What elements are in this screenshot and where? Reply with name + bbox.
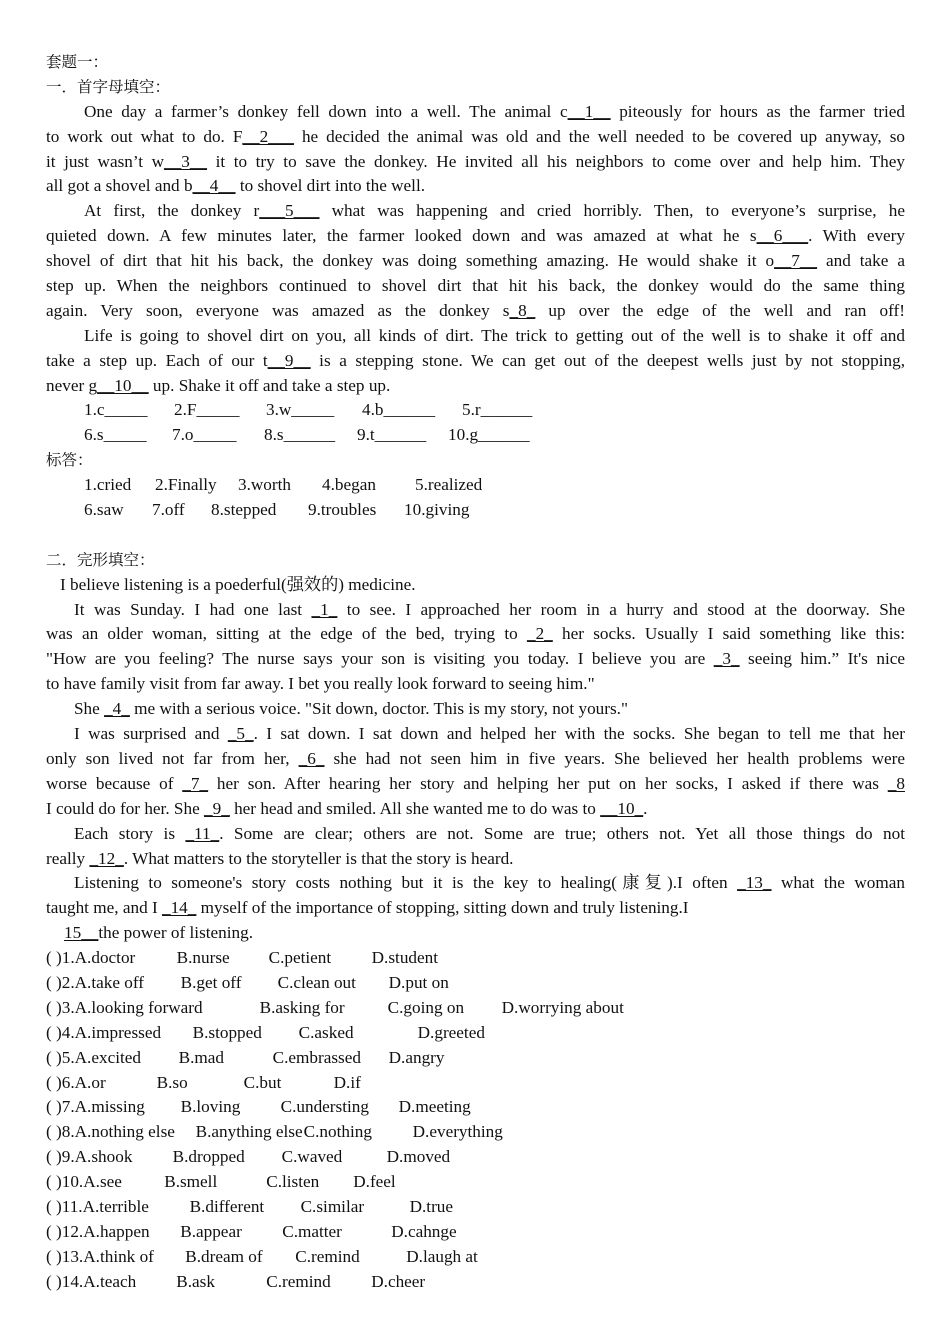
question-row (46, 971, 905, 996)
passage-text: up. Shake it off and take a step up. (148, 375, 391, 395)
answer-blank: _14_ (161, 898, 197, 918)
question-row (46, 1270, 905, 1295)
passage-text: . (643, 798, 648, 818)
answer-item: 2.Finally (155, 475, 217, 495)
answer-blank: 15__ (64, 923, 99, 943)
question-option[interactable]: D.cahnge (391, 1221, 457, 1241)
passage-line (46, 797, 905, 822)
passage-text: At first, the donkey r (84, 201, 260, 221)
passage-text: up over the edge of the well and ran off! (535, 300, 905, 320)
passage-text: taught me, and I (46, 898, 162, 918)
passage-text: piteously for hours as the farmer tried (610, 101, 905, 121)
answer-blank: __10_ (600, 798, 644, 818)
passage-text: all got a shovel and b (46, 176, 193, 196)
answer-blank: _12_ (89, 848, 124, 868)
answer-blank: _7_ (182, 773, 209, 793)
section2-intro: I believe listening is a poederful(强效的) medicine. (60, 574, 416, 594)
passage-text: She (74, 699, 105, 719)
passage-text: again. Very soon, everyone was amazed as the donkey s (46, 300, 510, 320)
passage-line (46, 224, 905, 249)
document-title: 套题一： (46, 53, 109, 71)
question-option[interactable]: B.smell (164, 1172, 218, 1192)
question-option[interactable]: A.missing (74, 1097, 145, 1117)
passage-text: to see. I approached her room in a hurry and stood at the doorway. She (337, 599, 905, 619)
question-number[interactable]: ( )4. (46, 1022, 75, 1042)
passage-text: to shovel dirt into the well. (235, 176, 426, 196)
question-option[interactable]: B.so (156, 1072, 188, 1092)
passage-text: really (46, 848, 90, 868)
question-option[interactable]: B.mad (178, 1047, 224, 1067)
question-option[interactable]: D.cheer (371, 1271, 426, 1291)
question-row (46, 1195, 905, 1220)
passage-text: it just wasn’t w (46, 151, 165, 171)
question-option[interactable]: A.nothing else (74, 1122, 175, 1142)
passage-text: Listening to someone's story costs nothing but it is the key to healing(康复).I often (74, 873, 738, 893)
question-number[interactable]: ( )1. (46, 948, 75, 968)
question-row (46, 1095, 905, 1120)
passage-line (46, 199, 905, 224)
passage-text: quieted down. A few minutes later, the farmer looked down and was amazed at what he s (46, 226, 757, 246)
question-list (46, 946, 905, 1294)
question-option[interactable]: A.impressed (74, 1022, 162, 1042)
passage-line (46, 174, 905, 199)
question-number[interactable]: ( )14. (46, 1271, 84, 1291)
answer-blank: _13_ (737, 873, 772, 893)
answer-item: 1.cried (84, 475, 132, 495)
question-option[interactable]: A.terrible (82, 1196, 149, 1216)
answer-item: 9.troubles (308, 500, 377, 520)
passage-line (46, 349, 905, 374)
passage-line (46, 697, 905, 722)
question-row (46, 996, 905, 1021)
question-option[interactable]: C.understing (280, 1097, 369, 1117)
question-option[interactable]: A.excited (74, 1047, 141, 1067)
question-option[interactable]: A.shook (74, 1147, 133, 1167)
question-number[interactable]: ( )13. (46, 1246, 84, 1266)
answer-item: 3.worth (238, 475, 291, 495)
question-option[interactable]: B.asking for (259, 997, 345, 1017)
passage-line (46, 921, 905, 946)
question-option[interactable]: C.but (243, 1072, 282, 1092)
passage-text: what was happening and cried horribly. Then, to everyone’s surprise, he (319, 201, 905, 221)
passage-text: I could do for her. She (46, 798, 204, 818)
section2-passage (46, 598, 905, 946)
question-number[interactable]: ( )10. (46, 1172, 84, 1192)
answer-blank: __10__ (97, 375, 149, 395)
passage-text: to have family visit from far away. I bet you really look forward to seeing him." (46, 674, 595, 694)
passage-line (46, 822, 905, 847)
question-option[interactable]: D.if (333, 1072, 361, 1092)
answer-blank: _1_ (311, 599, 338, 619)
question-option[interactable]: D.put on (388, 972, 449, 992)
passage-text: to work out what to do. F (46, 126, 243, 146)
answer-blank: _8_ (509, 300, 536, 320)
section2-heading: 二．完形填空： (46, 550, 155, 569)
question-option[interactable]: B.get off (180, 972, 242, 992)
blank-item: 8.s______ (264, 425, 336, 445)
question-option[interactable]: A.looking forward (74, 997, 203, 1017)
passage-text: he decided the animal was old and the well needed to be covered up anyway, so (293, 126, 905, 146)
blank-item: 10.g______ (448, 425, 530, 445)
answer-heading: 标答： (46, 451, 93, 470)
passage-text: take a step up. Each of our t (46, 350, 268, 370)
passage-line (46, 598, 905, 623)
answer-blank: _5_ (227, 724, 254, 744)
answer-blank: __7__ (774, 251, 818, 271)
passage-text: her socks. Usually I said something like this: (552, 624, 905, 644)
passage-line (46, 672, 905, 697)
passage-text: me with a serious voice. "Sit down, doctor. This is my story, not yours." (129, 699, 628, 719)
blank-row-2 (46, 423, 905, 448)
passage-text: step up. When the neighbors continued to shovel dirt that hit his back, the donkey would do the same thing (46, 276, 905, 296)
question-number[interactable]: ( )6. (46, 1072, 75, 1092)
question-row (46, 1071, 905, 1096)
blank-item: 9.t______ (357, 425, 427, 445)
passage-text: . Some are clear; others are not. Some are true; others not. Yet all those things do not (219, 823, 905, 843)
question-option[interactable]: B.loving (180, 1097, 241, 1117)
question-option[interactable]: C.asked (298, 1022, 354, 1042)
passage-line (46, 150, 905, 175)
passage-line (46, 125, 905, 150)
answer-blank: __4__ (192, 176, 236, 196)
question-option[interactable]: A.think of (83, 1246, 154, 1266)
question-number[interactable]: ( )5. (46, 1047, 75, 1067)
question-option[interactable]: C.similar (300, 1196, 365, 1216)
question-option[interactable]: D.angry (388, 1047, 445, 1067)
answer-blank: _11_ (185, 823, 220, 843)
question-option[interactable]: C.petient (268, 948, 332, 968)
passage-text: myself of the importance of stopping, sitting down and truly listening.I (196, 898, 689, 918)
question-option[interactable]: C.going on (387, 997, 465, 1017)
passage-text: . With every (808, 226, 905, 246)
question-number[interactable]: ( )7. (46, 1097, 75, 1117)
passage-line (46, 374, 905, 399)
question-number[interactable]: ( )12. (46, 1221, 84, 1241)
passage-text: "How are you feeling? The nurse says your son is visiting you today. I believe you are (46, 649, 714, 669)
question-option[interactable]: C.nothing (303, 1122, 372, 1142)
section1-passage (46, 100, 905, 399)
passage-text: worse because of (46, 773, 183, 793)
question-row (46, 1220, 905, 1245)
passage-line (46, 647, 905, 672)
blank-item: 1.c_____ (84, 400, 148, 420)
question-option[interactable]: A.teach (83, 1271, 137, 1291)
question-option[interactable]: D.true (409, 1196, 454, 1216)
answer-item: 5.realized (415, 475, 483, 495)
answer-item: 10.giving (404, 500, 470, 520)
blank-item: 3.w_____ (266, 400, 335, 420)
blank-item: 4.b______ (362, 400, 436, 420)
question-option[interactable]: D.feel (353, 1172, 396, 1192)
answer-item: 7.off (152, 500, 185, 520)
question-row (46, 1245, 905, 1270)
answer-item: 8.stepped (211, 500, 277, 520)
answer-blank: __2___ (242, 126, 294, 146)
passage-line (46, 324, 905, 349)
blank-item: 6.s_____ (84, 425, 147, 445)
passage-line (46, 274, 905, 299)
passage-text: the power of listening. (98, 923, 254, 943)
question-number[interactable]: ( )8. (46, 1122, 75, 1142)
question-option[interactable]: A.or (74, 1072, 106, 1092)
question-option[interactable]: C.listen (266, 1172, 320, 1192)
blank-item: 5.r______ (462, 400, 533, 420)
passage-text: is a stepping stone. We can get out of the deepest wells just by not stopping, (310, 350, 905, 370)
question-option[interactable]: A.happen (83, 1221, 150, 1241)
question-number[interactable]: ( )9. (46, 1147, 75, 1167)
answer-item: 4.began (322, 475, 376, 495)
question-option[interactable]: A.see (83, 1172, 122, 1192)
passage-text: It was Sunday. I had one last (74, 599, 312, 619)
question-option[interactable]: C.waved (281, 1147, 343, 1167)
passage-line (46, 100, 905, 125)
passage-text: One day a farmer’s donkey fell down into a well. The animal c (84, 101, 568, 121)
answer-item: 6.saw (84, 500, 124, 520)
blank-item: 7.o_____ (172, 425, 237, 445)
question-row (46, 1170, 905, 1195)
question-row (46, 1145, 905, 1170)
answer-blank: _2_ (526, 624, 553, 644)
answer-blank: __6___ (756, 226, 809, 246)
answer-row-2 (46, 498, 905, 523)
passage-text: . What matters to the storyteller is that the story is heard. (123, 848, 514, 868)
question-option[interactable]: B.appear (180, 1221, 242, 1241)
question-option[interactable]: B.dropped (172, 1147, 245, 1167)
blank-row-1 (46, 398, 905, 423)
document-page (46, 50, 905, 1295)
question-option[interactable]: B.anything else (195, 1122, 303, 1142)
answer-blank: _3_ (713, 649, 740, 669)
answer-blank: ___5___ (259, 201, 320, 221)
question-option[interactable]: B.ask (176, 1271, 215, 1291)
question-option[interactable]: D.meeting (398, 1097, 471, 1117)
passage-text: . I sat down. I sat down and helped her with the socks. She began to tell me that her (253, 724, 905, 744)
passage-text: her son. After hearing her story and helping her put on her socks, I asked if there was (208, 773, 888, 793)
question-option[interactable]: B.different (189, 1196, 265, 1216)
question-row (46, 1120, 905, 1145)
question-option[interactable]: B.nurse (176, 948, 230, 968)
question-option[interactable]: D.moved (386, 1147, 451, 1167)
passage-text: it to try to save the donkey. He invited all his neighbors to come over and help him. They (207, 151, 905, 171)
question-row (46, 1046, 905, 1071)
passage-line (46, 249, 905, 274)
passage-text: what the woman (771, 873, 905, 893)
answer-blank: _8 (887, 773, 905, 793)
question-option[interactable]: B.dream of (185, 1246, 263, 1266)
passage-text: Life is going to shovel dirt on you, all kinds of dirt. The trick to getting out of the well is to shake it off and (84, 325, 905, 345)
passage-line (46, 747, 905, 772)
question-option[interactable]: A.take off (74, 972, 145, 992)
question-number[interactable]: ( )3. (46, 997, 75, 1017)
answer-blank: __1__ (567, 101, 611, 121)
question-option[interactable]: D.laugh at (406, 1246, 478, 1266)
passage-text: I was surprised and (74, 724, 228, 744)
question-option[interactable]: C.clean out (277, 972, 356, 992)
question-option[interactable]: A.doctor (74, 948, 136, 968)
question-number[interactable]: ( )2. (46, 972, 75, 992)
passage-text: shovel of dirt that hit his back, the donkey was doing something amazing. He would shake it o (46, 251, 775, 271)
answer-blank: __3__ (164, 151, 207, 171)
question-option[interactable]: D.student (371, 948, 438, 968)
section1-heading: 一．首字母填空： (46, 77, 171, 96)
answer-row-1 (46, 473, 905, 498)
answer-blank: _6_ (298, 748, 325, 768)
question-option[interactable]: D.worrying about (501, 997, 624, 1017)
question-option[interactable]: C.remind (266, 1271, 331, 1291)
question-row (46, 946, 905, 971)
question-option[interactable]: C.remind (295, 1246, 360, 1266)
answer-blank: _4_ (104, 699, 130, 719)
passage-line (46, 871, 905, 896)
passage-line (46, 847, 905, 872)
passage-text: never g (46, 375, 98, 395)
passage-line (46, 896, 905, 921)
question-option[interactable]: C.matter (282, 1221, 342, 1241)
passage-text: her head and smiled. All she wanted me to do was to (229, 798, 601, 818)
blank-item: 2.F_____ (174, 400, 240, 420)
question-option[interactable]: D.greeted (417, 1022, 485, 1042)
question-row (46, 1021, 905, 1046)
question-option[interactable]: D.everything (412, 1122, 503, 1142)
question-number[interactable]: ( )11. (46, 1196, 83, 1216)
answer-blank: __9__ (267, 350, 311, 370)
passage-line (46, 622, 905, 647)
passage-text: she had not seen him in five years. She believed her health problems were (324, 748, 905, 768)
question-option[interactable]: C.embrassed (272, 1047, 361, 1067)
passage-text: only son lived not far from her, (46, 748, 299, 768)
passage-text: Each story is (74, 823, 186, 843)
question-option[interactable]: B.stopped (192, 1022, 262, 1042)
passage-line (46, 299, 905, 324)
passage-text: was an older woman, sitting at the edge of the bed, trying to (46, 624, 527, 644)
passage-text: and take a (817, 251, 905, 271)
passage-line (46, 772, 905, 797)
passage-line (46, 722, 905, 747)
answer-blank: _9_ (204, 798, 230, 818)
passage-text: seeing him.” It's nice (739, 649, 905, 669)
